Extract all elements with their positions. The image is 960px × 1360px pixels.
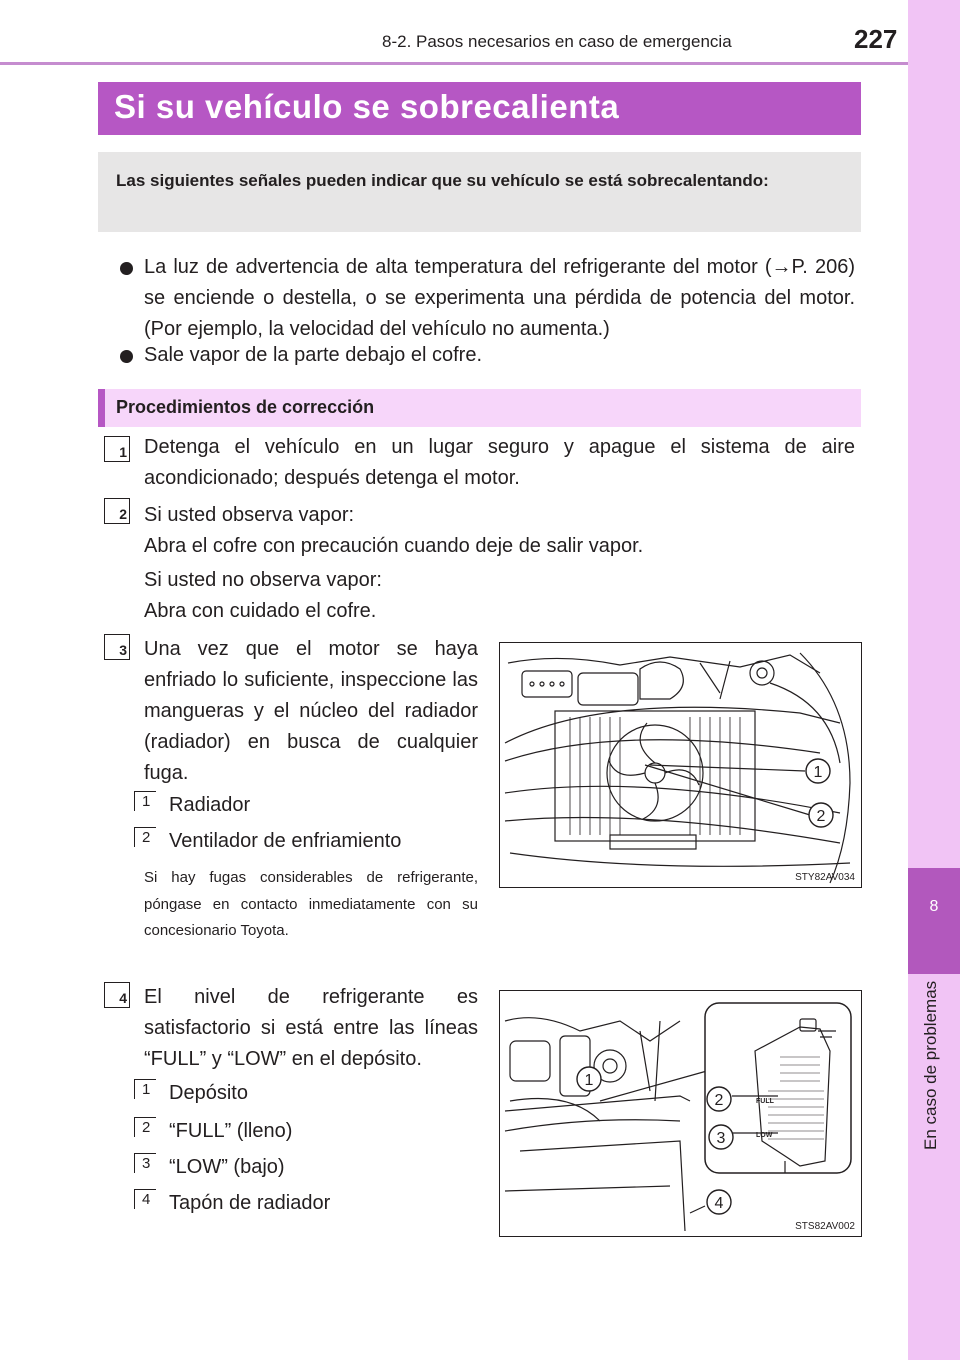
figure-callout-2: 2 bbox=[816, 808, 826, 825]
procedure-title: Procedimientos de corrección bbox=[116, 397, 375, 417]
reservoir-figure bbox=[499, 990, 862, 1237]
step-2-line: Abra el cofre con precaución cuando deje de salir vapor. bbox=[144, 535, 644, 557]
bullet-overheat-warning: La luz de advertencia de alta temperatura del refrigerante del motor (→P. 206) se enciende o destella, o se experimenta una pérdida de potencia del motor. (Por ejemplo, la velocidad del vehículo no aumenta.) bbox=[144, 256, 855, 340]
step-4-text: El nivel de refrigerante es satisfactorio si está entre las líneas “FULL” y “LOW” en el depósito. bbox=[144, 986, 478, 1070]
callout-label-fan: Ventilador de enfriamiento bbox=[169, 830, 402, 852]
section-header: 8-2. Pasos necesarios en caso de emergencia bbox=[382, 32, 732, 51]
figure-code: STY82AV034 bbox=[795, 872, 855, 883]
bullet-dot bbox=[120, 350, 133, 363]
callout-label-low: “LOW” (bajo) bbox=[169, 1156, 285, 1178]
step-2-line: Si usted observa vapor: bbox=[144, 504, 355, 526]
step-2-line: Abra con cuidado el cofre. bbox=[144, 600, 377, 622]
step-1-text: Detenga el vehículo en un lugar seguro y apague el sistema de aire acondicionado; después detenga el motor. bbox=[144, 436, 855, 489]
callout-number: 2 bbox=[134, 1117, 156, 1137]
step-number-badge: 1 bbox=[104, 436, 130, 462]
step-number-badge: 4 bbox=[104, 982, 130, 1008]
step-2-line: Si usted no observa vapor: bbox=[144, 569, 382, 591]
callout-number: 1 bbox=[134, 791, 156, 811]
callout-number: 3 bbox=[134, 1153, 156, 1173]
chapter-title-vertical: En caso de problemas bbox=[921, 980, 940, 1150]
bullet-steam: Sale vapor de la parte debajo el cofre. bbox=[144, 344, 482, 366]
figure-callout-1: 1 bbox=[813, 764, 823, 781]
low-mark-label: LOW bbox=[756, 1132, 773, 1139]
figure-callout-2: 2 bbox=[714, 1092, 724, 1109]
chapter-number-tab[interactable]: 8 bbox=[908, 868, 960, 974]
header-rule bbox=[0, 62, 908, 65]
reservoir-illustration bbox=[500, 991, 860, 1235]
page-number: 227 bbox=[854, 24, 898, 54]
figure-callout-1: 1 bbox=[584, 1072, 594, 1089]
page-title: Si su vehículo se sobrecalienta bbox=[114, 88, 620, 125]
callout-number: 1 bbox=[134, 1079, 156, 1099]
callout-label-full: “FULL” (lleno) bbox=[169, 1120, 293, 1142]
bullet-dot bbox=[120, 262, 133, 275]
full-mark-label: FULL bbox=[756, 1098, 774, 1105]
step-3-text: Una vez que el motor se haya enfriado lo suficiente, inspeccione las mangueras y el núcleo del radiador (radiador) en busca de cualquier fuga. bbox=[144, 638, 478, 784]
step-number-badge: 3 bbox=[104, 634, 130, 660]
intro-text: Las siguientes señales pueden indicar que su vehículo se está sobrecalentando: bbox=[116, 171, 769, 190]
step-number-badge: 2 bbox=[104, 498, 130, 524]
figure-code: STS82AV002 bbox=[795, 1221, 855, 1232]
chapter-side-tab bbox=[908, 0, 960, 1360]
radiator-figure bbox=[499, 642, 862, 888]
callout-label-radiator-cap: Tapón de radiador bbox=[169, 1192, 331, 1214]
procedure-header-accent bbox=[98, 389, 105, 427]
callout-number: 4 bbox=[134, 1189, 156, 1209]
callout-number: 2 bbox=[134, 827, 156, 847]
radiator-illustration bbox=[500, 643, 860, 886]
figure-callout-3: 3 bbox=[716, 1130, 726, 1147]
step-3-note: Si hay fugas considerables de refrigerante, póngase en contacto inmediatamente con su concesionario Toyota. bbox=[144, 869, 478, 939]
figure-callout-4: 4 bbox=[714, 1195, 724, 1212]
callout-label-radiator: Radiador bbox=[169, 794, 251, 816]
callout-label-reservoir: Depósito bbox=[169, 1082, 248, 1104]
